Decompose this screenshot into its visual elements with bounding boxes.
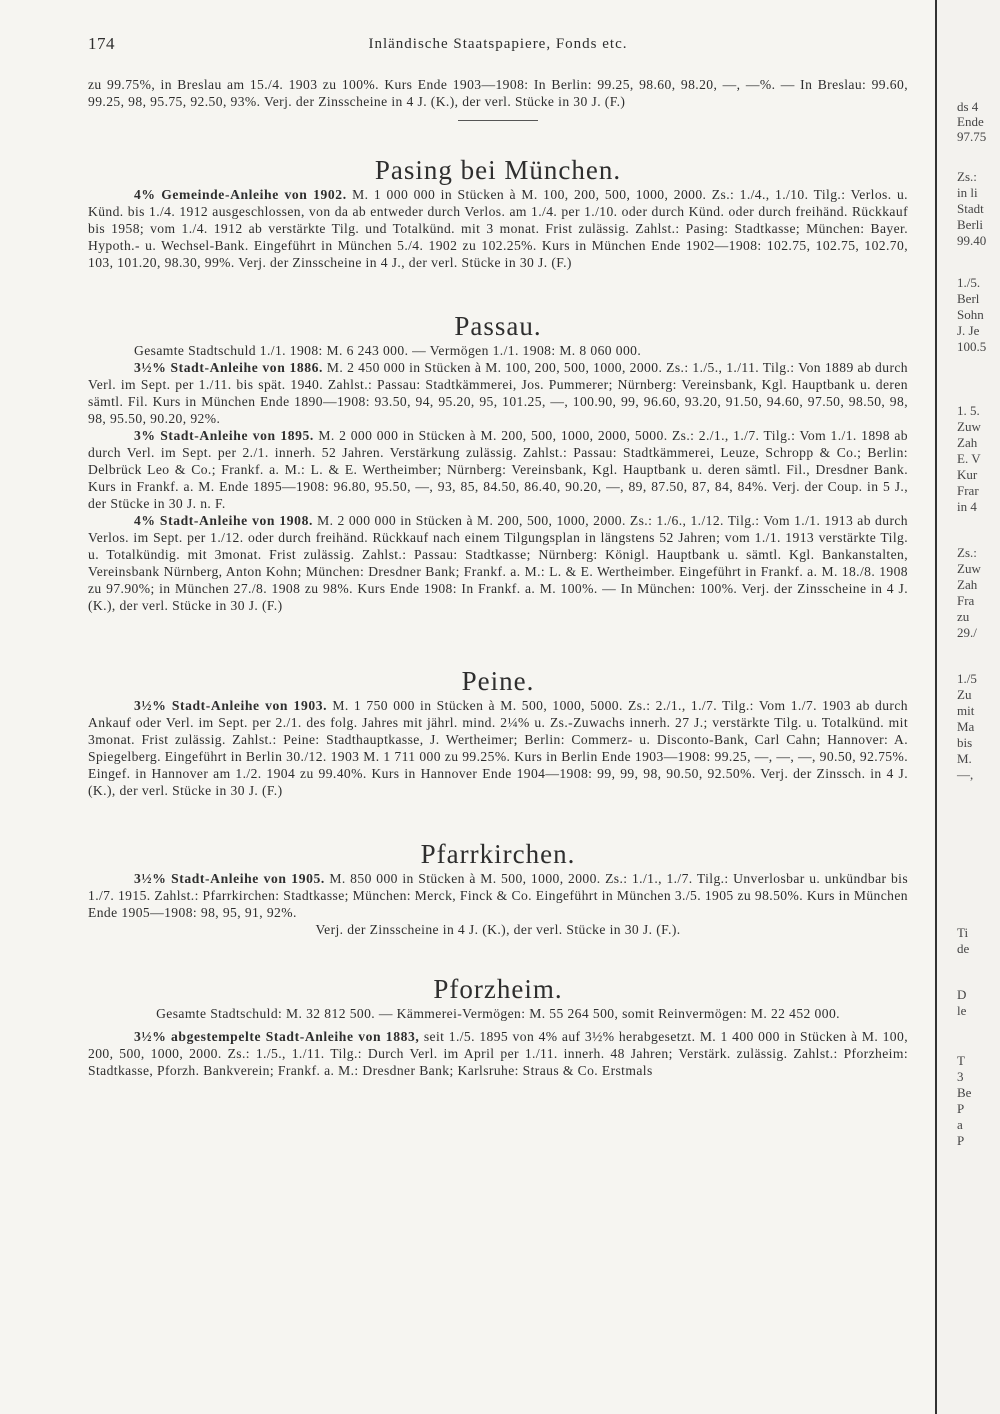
adjacent-page-fragment: in li xyxy=(957,185,978,200)
adjacent-page-fragment: T xyxy=(957,1053,965,1068)
adjacent-page-fragment: Zuw xyxy=(957,419,981,434)
entry-text: M. 850 000 in Stücken à M. 500, 1000, 2000. Zs.: 1./1., 1./7. Tilg.: Unverlosbar u. unkündbar bis 1./7. 1915. Zahlst.: Pfarrkirchen: Stadtkasse; München: Merck, Finck & Co. Eingeführt in München 3./5. 1905 zu 98.50%. Kurs in München Ende 1905—1908: 98, 95, 91, 92%. xyxy=(88,871,909,920)
entry-paragraph xyxy=(88,512,908,614)
adjacent-page-fragment: P xyxy=(957,1133,965,1148)
entry-paragraph xyxy=(88,186,908,271)
adjacent-page-fragment: bis xyxy=(957,735,973,750)
entry-paragraph xyxy=(88,359,908,427)
adjacent-page-fragment: Zah xyxy=(957,435,978,450)
section-heading-pfarrkirchen: Pfarrkirchen. xyxy=(420,839,576,869)
entry-paragraph xyxy=(88,427,908,512)
entry-paragraph xyxy=(88,697,908,799)
adjacent-page-fragment: M. xyxy=(957,751,972,766)
entry-title: 3½% abgestempelte Stadt-Anleihe von 1883, xyxy=(134,1029,420,1044)
entry-text: M. 1 000 000 in Stücken à M. 100, 200, 500, 1000, 2000. Zs.: 1./4., 1./10. Tilg.: Verlos. u. Künd. bis 1./4. 1912 ausgeschlossen, von da ab entweder durch Verlos. am 1./4. per 1./10. oder durch Künd. oder durch freihänd. Rückkauf bis 1958; vom 1./4. 1912 ab verstärkte Tilg. und Totalkünd. mit 3 monat. Frist zulässig. Zahlst.: Pasing: Stadtkasse; München: Bayer. Hypoth.- u. Wechsel-Bank. Eingeführt in München 5./4. 1902 zu 102.25%. Kurs in München Ende 1902—1908: 102.75, 102.75, 102.70, 103, 101.20, 98.30, 99%. Verj. der Zinsscheine in 4 J., der verl. Stücke in 30 J. (F.) xyxy=(88,187,908,270)
adjacent-page-fragment: —, xyxy=(957,767,974,782)
adjacent-page-fragment: D xyxy=(957,987,967,1002)
adjacent-page-fragment: Sohn xyxy=(957,307,984,322)
section-heading-pasing: Pasing bei München. xyxy=(374,155,622,185)
running-title: Inländische Staatspapiere, Fonds etc. xyxy=(368,36,628,52)
adjacent-page-fragment: Zu xyxy=(957,687,972,702)
adjacent-page-fragment: in 4 xyxy=(957,499,977,514)
adjacent-page-fragment: le xyxy=(957,1003,967,1018)
entry-title: 4% Gemeinde-Anleihe von 1902. xyxy=(134,187,347,202)
section-summary: Gesamte Stadtschuld 1./1. 1908: M. 6 243 000. — Vermögen 1./1. 1908: M. 8 060 000. xyxy=(134,343,642,358)
adjacent-page-fragment: a xyxy=(957,1117,963,1132)
page-number: 174 xyxy=(88,34,115,53)
adjacent-page-fragment: Fra xyxy=(957,593,975,608)
page-header xyxy=(88,34,908,64)
adjacent-page-fragment: 1./5 xyxy=(957,671,977,686)
adjacent-page-fragment: 29./ xyxy=(957,625,977,640)
adjacent-page-fragment: mit xyxy=(957,703,975,718)
adjacent-page-fragment: 100.5 xyxy=(957,339,987,354)
adjacent-page-fragment: Ti xyxy=(957,925,969,940)
adjacent-page-fragment: Kur xyxy=(957,467,978,482)
adjacent-page-fragment: Ma xyxy=(957,719,975,734)
entry-text: M. 1 750 000 in Stücken à M. 500, 1000, 5000. Zs.: 2./1., 1./7. Tilg.: Vom 1./7. 1903 ab durch Ankauf oder Verl. im Sept. per 2./1. des folg. Jahres mit jährl. mind. 2¼% u. Zs.-Zuwachs innerh. 27 J.; verstärkte Tilg. u. Totalkünd. mit 3monat. Frist zulässig. Zahlst.: Peine: Stadthauptkasse, J. Wertheimer; Berlin: Commerz- u. Disconto-Bank, Carl Cahn; Hannover: A. Spiegelberg. Eingeführt in Berlin 30./12. 1903 M. 1 711 000 zu 99.25%. Kurs in Berlin Ende 1903—1908: 99.25, —, —, —, 90.50, 92.75%. Eingef. in Hannover am 1./2. 1904 zu 99.40%. Kurs in Hannover Ende 1904—1908: 99, 99, 98, 90.50, 92.50%. Verj. der Zinssch. in 4 J. (K.), der verl. Stücke in 30 J. (F.) xyxy=(88,698,908,798)
entry-title: 3½% Stadt-Anleihe von 1886. xyxy=(134,360,324,375)
entry-paragraph xyxy=(88,1028,908,1079)
adjacent-page-fragment: ds 4 xyxy=(957,99,979,114)
adjacent-page-fragment: Zs.: xyxy=(957,545,977,560)
adjacent-page-fragment: 99.40 xyxy=(957,233,987,248)
entry-title: 3½% Stadt-Anleihe von 1903. xyxy=(134,698,328,713)
entry-title: 3½% Stadt-Anleihe von 1905. xyxy=(134,871,325,886)
section-heading-pforzheim: Pforzheim. xyxy=(433,974,563,1004)
adjacent-page-fragment: P xyxy=(957,1101,965,1116)
entry-paragraph xyxy=(88,921,908,938)
section-heading-peine: Peine. xyxy=(461,666,535,696)
section-summary: Gesamte Stadtschuld: M. 32 812 500. — Kämmerei-Vermögen: M. 55 264 500, somit Reinvermögen: M. 22 452 000. xyxy=(156,1006,840,1021)
adjacent-page-fragment: 1./5. xyxy=(957,275,981,290)
adjacent-page-fragment: Be xyxy=(957,1085,972,1100)
section-heading-passau: Passau. xyxy=(454,311,542,341)
adjacent-page-fragment: Zs.: xyxy=(957,169,977,184)
entry-text: M. 2 000 000 in Stücken à M. 200, 500, 1000, 2000, 5000. Zs.: 2./1., 1./7. Tilg.: Vom 1./1. 1898 ab durch Verl. im Sept. per 2./1. innerh. 52 Jahren. Verstärkung zulässig. Zahlst.: Passau: Stadtkämmerei, Leuze, Schropp & Co.; Berlin: Delbrück Leo & Co.; Frankf. a. M.: L. & E. Wertheimber; Nürnberg: Vereinsbank, Kgl. Hauptbank u. deren sämtl. Fil., Dresdner Bank. Kurs in Frankf. a. M. Ende 1895—1908: 96.80, 95.50, —, 93, 85, 84.50, 86.40, 90.20, —, 89, 87.50, 87, 84, 84%. Verj. der Coup. in 5 J., der Stücke in 30 J. n. F. xyxy=(88,428,908,511)
adjacent-page-fragment: Zuw xyxy=(957,561,981,576)
entry-text: Verj. der Zinsscheine in 4 J. (K.), der verl. Stücke in 30 J. (F.). xyxy=(315,922,681,937)
adjacent-page-fragment: Berl xyxy=(957,291,980,306)
adjacent-page-fragment: Frar xyxy=(957,483,979,498)
adjacent-page-fragment: 3 xyxy=(957,1069,964,1084)
adjacent-page-fragment: Zah xyxy=(957,577,978,592)
intro-paragraph: zu 99.75%, in Breslau am 15./4. 1903 zu 100%. Kurs Ende 1903—1908: In Berlin: 99.25, 98.60, 98.20, —, —%. — In Breslau: 99.60, 99.25, 98, 95.75, 92.50, 93%. Verj. der Zinsscheine in 4 J. (K.), der verl. Stücke in 30 J. (F.) xyxy=(88,77,908,109)
entry-paragraph xyxy=(88,870,908,921)
adjacent-page-fragment: zu xyxy=(957,609,970,624)
entry-text: M. 2 000 000 in Stücken à M. 200, 500, 1000, 2000. Zs.: 1./6., 1./12. Tilg.: Vom 1./1. 1913 ab durch Verlos. im Sept. per 1./12. oder durch freihänd. Rückkauf nach einem Tilgungsplan in längstens 52 Jahren; vom 1./1. 1913 verstärkte Tilg. u. Totalkündig. mit 3monat. Frist zulässig. Zahlst.: Passau: Stadtkasse; Nürnberg: Königl. Hauptbank u. sämtl. Kgl. Bankanstalten, Vereinsbank Nürnberg, Anton Kohn; München: Dresdner Bank; Frankf. a. M.: L. & E. Wertheimber. Eingeführt in Frankf. a. M. 18./8. 1908 zu 97.90%; in München 27./8. 1908 zu 98%. Kurs Ende 1908: In Frankf. a. M. 100%. — In München: 100%. Verj. der Zinsscheine in 4 J. (K.), der verl. Stücke in 30 J. (F.) xyxy=(88,513,909,613)
adjacent-page-fragment: Berli xyxy=(957,217,983,232)
adjacent-page-fragment: Ende xyxy=(957,114,984,129)
adjacent-page-fragment: J. Je xyxy=(957,323,980,338)
adjacent-page-fragment: 97.75 xyxy=(957,129,987,144)
adjacent-page-edge xyxy=(935,0,1000,1414)
adjacent-page-fragment: Stadt xyxy=(957,201,984,216)
page-content xyxy=(88,76,908,1079)
entry-title: 3% Stadt-Anleihe von 1895. xyxy=(134,428,314,443)
entry-title: 4% Stadt-Anleihe von 1908. xyxy=(134,513,313,528)
adjacent-page-fragment: 1. 5. xyxy=(957,403,980,418)
adjacent-page-fragment: de xyxy=(957,941,970,956)
adjacent-page-fragment: E. V xyxy=(957,451,981,466)
entry-text: M. 2 450 000 in Stücken à M. 100, 200, 500, 1000, 2000. Zs.: 1./5., 1./11. Tilg.: Von 1889 ab durch Verl. im Sept. per 1./11. bis spät. 1940. Zahlst.: Passau: Stadtkämmerei, Jos. Pummerer; Nürnberg: Vereinsbank, Kgl. Hauptbank u. deren sämtl. Fil. Kurs in München Ende 1890—1908: 93.50, 94, 95.20, 95, 101.25, —, 100.90, 99, 96.60, 93.20, 91.50, 94.60, 97.50, 98.50, 98, 98, 95.50, 90.20, 92%. xyxy=(88,360,909,426)
entry-text: seit 1./5. 1895 von 4% auf 3½% herabgesetzt. M. 1 400 000 in Stücken à M. 100, 200, 500, 1000, 2000. Zs.: 1./5., 1./11. Tilg.: Durch Verl. im April per 1./11. innerh. 48 Jahren; Verstärk. zulässig. Zahlst.: Pforzheim: Stadtkasse, Pforzh. Bankverein; Frankf. a. M.: Dresdner Bank; Karlsruhe: Straus & Co. Erstmals xyxy=(88,1029,909,1078)
